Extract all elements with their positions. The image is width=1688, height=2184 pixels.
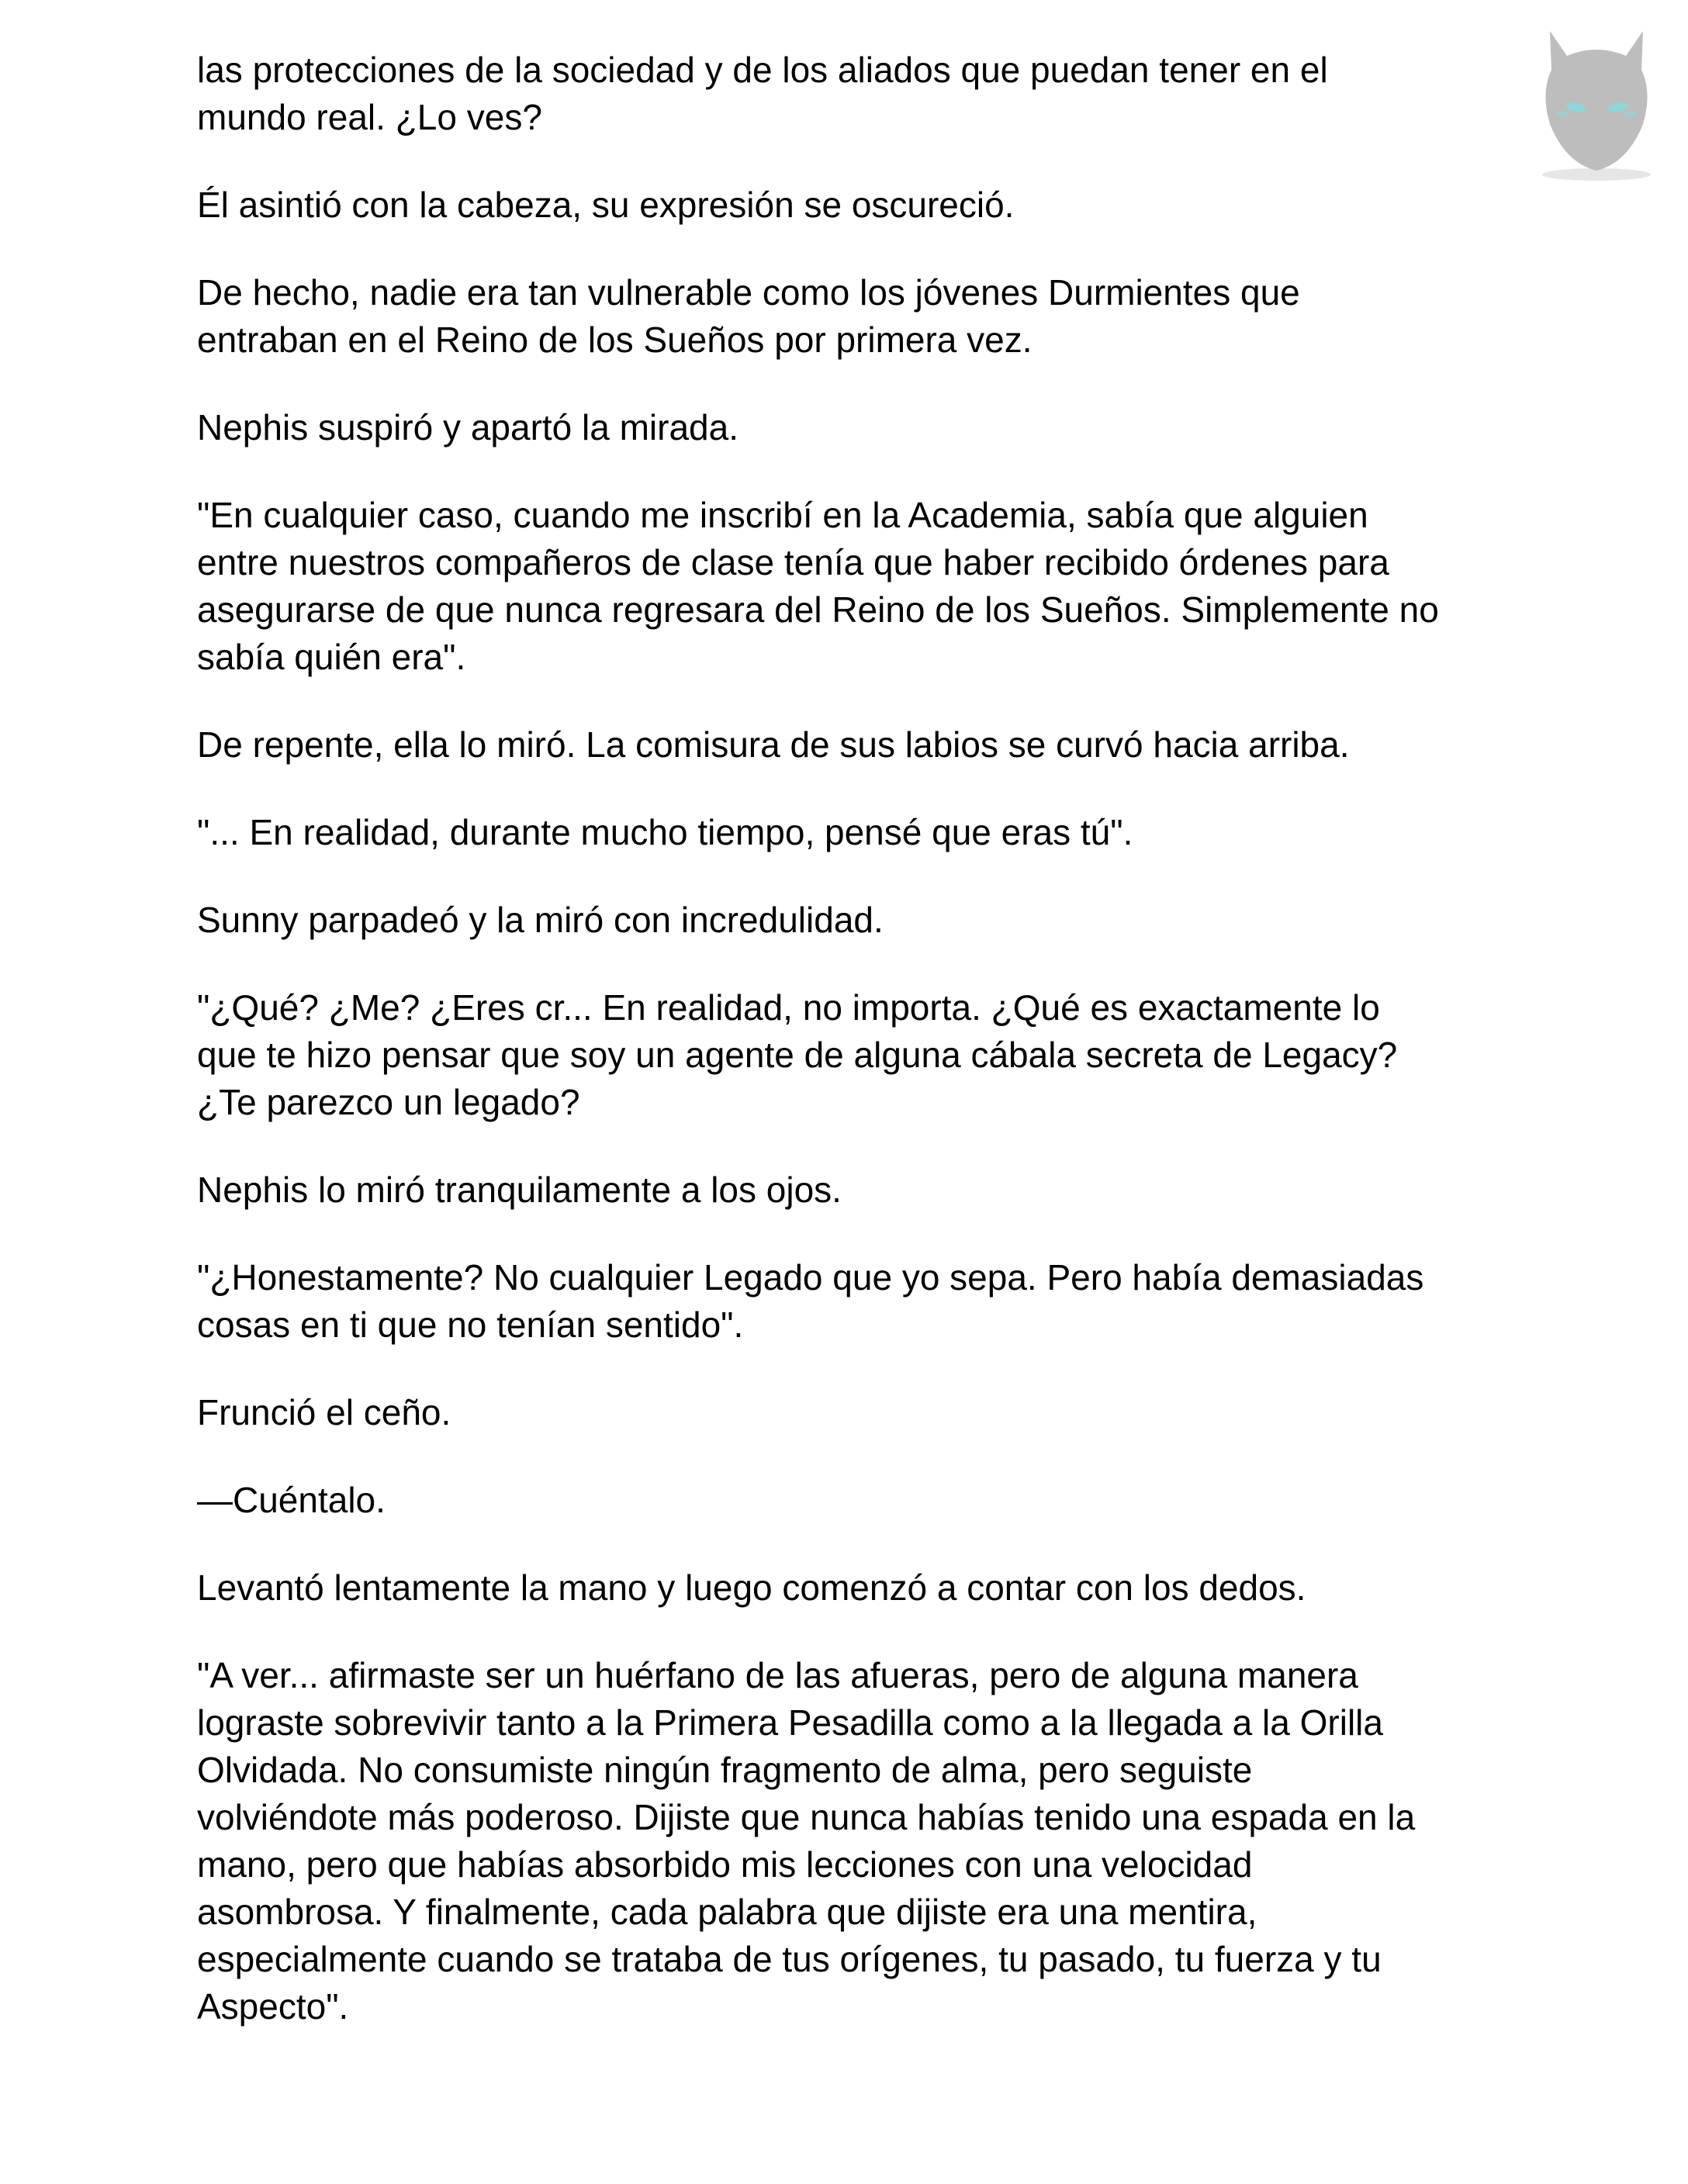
paragraph: "¿Qué? ¿Me? ¿Eres cr... En realidad, no importa. ¿Qué es exactamente lo que te hizo pensar que soy un agente de alguna cábala secreta de Legacy? ¿Te parezco un legado?	[197, 987, 1398, 1122]
story-text	[197, 47, 1516, 2071]
paragraph: "... En realidad, durante mucho tiempo, pensé que eras tú".	[197, 812, 1133, 852]
paragraph: —Cuéntalo.	[197, 1480, 386, 1520]
paragraph: "A ver... afirmaste ser un huérfano de las afueras, pero de alguna manera lograste sobrevivir tanto a la Primera Pesadilla como a la llegada a la Orilla Olvidada. No consumiste ningún fragmento de alma, pero seguiste volviéndote más poderoso. Dijiste que nunca habías tenido una espada en la mano, pero que habías absorbido mis lecciones con una velocidad asombrosa. Y finalmente, cada palabra que dijiste era una mentira, especialmente cuando se trataba de tus orígenes, tu pasado, tu fuerza y tu Aspecto".	[197, 1655, 1416, 2027]
paragraph: De repente, ella lo miró. La comisura de sus labios se curvó hacia arriba.	[197, 724, 1350, 765]
paragraph: Levantó lentamente la mano y luego comenzó a contar con los dedos.	[197, 1567, 1306, 1608]
paragraph: De hecho, nadie era tan vulnerable como los jóvenes Durmientes que entraban en el Reino de los Sueños por primera vez.	[197, 272, 1300, 360]
paragraph: "En cualquier caso, cuando me inscribí en la Academia, sabía que alguien entre nuestros compañeros de clase tenía que haber recibido órdenes para asegurarse de que nunca regresara del Reino de los Sueños. Simplemente no sabía quién era".	[197, 495, 1439, 677]
paragraph: Nephis lo miró tranquilamente a los ojos.	[197, 1170, 842, 1210]
paragraph: Él asintió con la cabeza, su expresión se oscureció.	[197, 185, 1015, 225]
paragraph: Sunny parpadeó y la miró con incredulidad.	[197, 900, 884, 940]
paragraph: "¿Honestamente? No cualquier Legado que yo sepa. Pero había demasiadas cosas en ti que no tenían sentido".	[197, 1257, 1424, 1345]
paragraph: Nephis suspiró y apartó la mirada.	[197, 407, 738, 448]
demon-head-logo-icon	[1519, 16, 1674, 186]
paragraph: las protecciones de la sociedad y de los aliados que puedan tener en el mundo real. ¿Lo ves?	[197, 50, 1328, 137]
paragraph: Frunció el ceño.	[197, 1392, 451, 1432]
